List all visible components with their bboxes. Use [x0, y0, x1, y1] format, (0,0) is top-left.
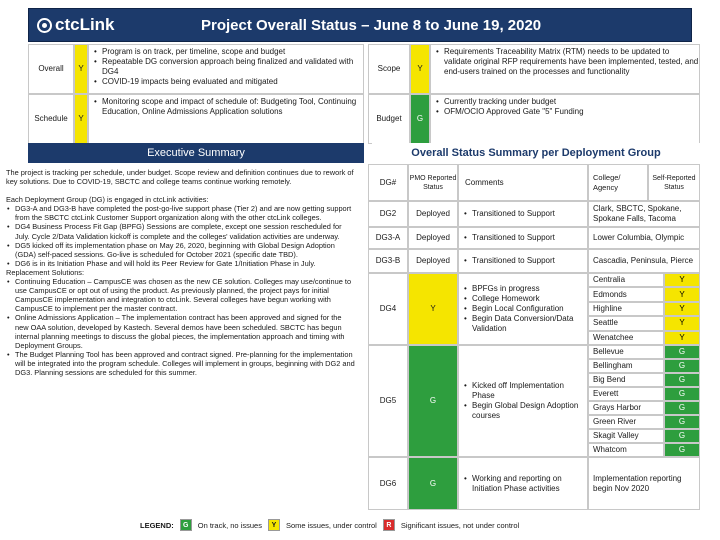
college-name: Green River	[588, 415, 664, 429]
logo-text: ctcLink	[55, 15, 115, 34]
budget-status: G	[410, 94, 430, 144]
schedule-status: Y	[74, 94, 88, 144]
dg4-comment: • • BPFGs in progress	[463, 284, 587, 294]
college-name: Highline	[588, 302, 664, 316]
dg4-comments	[458, 273, 588, 345]
page-title: Project Overall Status – June 8 to June 19, 2020	[201, 17, 542, 34]
legend	[140, 514, 519, 536]
dg3a-status: Deployed	[408, 227, 458, 249]
schedule-comments	[88, 94, 364, 144]
dg6-status: G	[408, 457, 458, 510]
legend-yellow-swatch: Y	[268, 519, 280, 531]
college-status: G	[664, 345, 700, 359]
college-status: G	[664, 373, 700, 387]
dg-item: • DG5 kicked off its implementation phase on May 26, 2020, beginning with Global Design Adoption (GDA) self-paced sessions. Go-live is scheduled for October 2021 (specific date TBD).	[6, 241, 356, 259]
dg5-comment: • • Kicked off Implementation Phase	[463, 381, 587, 401]
dg6-id: DG6	[368, 457, 408, 510]
overall-bullet: • • Repeatable DG conversion approach being finalized and validated with DG4	[93, 57, 363, 77]
title-banner	[28, 8, 692, 42]
ctclink-logo	[37, 15, 115, 35]
college-status: G	[664, 359, 700, 373]
legend-red-text: Significant issues, not under control	[400, 520, 520, 530]
college-status: Y	[664, 331, 700, 345]
budget-bullet: • • OFM/OCIO Approved Gate "5" Funding	[435, 107, 584, 117]
college-status: G	[664, 443, 700, 457]
college-status: Y	[664, 302, 700, 316]
col-self-status: Self-Reported Status	[648, 164, 700, 201]
dg2-comments	[458, 201, 588, 227]
dg4-id: DG4	[368, 273, 408, 345]
replacement-item: • Online Admissions Application – The implementation contract has been approved and signed for the new OAA solution, developed by Kastech. Several demos have been scheduled. SBCTC has begun internal planning meetings to discuss the global pieces, the implementation approach and timing with Deployment Groups.	[6, 313, 356, 349]
dg5-comment: • • Begin Global Design Adoption courses	[463, 401, 587, 421]
college-status: G	[664, 401, 700, 415]
college-name: Seattle	[588, 316, 664, 330]
scope-bullet: • • Requirements Traceability Matrix (RTM) needs to be updated to validate original RFP requirements have been implemented, tested, and end-users trained on the processes and functionality	[435, 47, 699, 77]
replacement-item: • Continuing Education – CampusCE was chosen as the new CE solution. Colleges may use/continue to use CampusCE or opt out of using the product. As previously planned, the project pays for initial CampusCE implementation and integration to ctcLink. Several colleges have begun working with CampusCE to implement per the master contract.	[6, 277, 356, 313]
overall-label: Overall	[28, 44, 74, 94]
legend-green-text: On track, no issues	[197, 520, 262, 530]
executive-summary-text	[4, 166, 358, 510]
college-status: Y	[664, 316, 700, 330]
college-status: Y	[664, 287, 700, 301]
budget-label: Budget	[368, 94, 410, 144]
dg3a-comments	[458, 227, 588, 249]
budget-comments	[430, 94, 700, 144]
college-status: Y	[664, 273, 700, 287]
college-name: Skagit Valley	[588, 429, 664, 443]
dg4-comment: • • Begin Data Conversion/Data Validation	[463, 314, 587, 334]
dg2-comment: • • Transitioned to Support	[463, 209, 555, 219]
dg5-comments	[458, 345, 588, 457]
dg2-status: Deployed	[408, 201, 458, 227]
college-name: Grays Harbor	[588, 401, 664, 415]
dg-intro: Each Deployment Group (DG) is engaged in ctcLink activities:	[6, 195, 209, 205]
college-name: Centralia	[588, 273, 664, 287]
legend-red-swatch: R	[383, 519, 395, 531]
legend-title: LEGEND:	[140, 520, 174, 530]
dg6-colleges: Implementation reporting begin Nov 2020	[588, 457, 700, 510]
dg-item: • DG6 is in its Initiation Phase and will hold its Peer Review for Gate 1/Initiation Phase in July.	[6, 259, 356, 268]
dg4-comment: • • Begin Local Configuration	[463, 304, 587, 314]
col-college: College/ Agency	[588, 164, 648, 201]
dg-item: • DG4 Business Process Fit Gap (BPFG) Sessions are complete, except one session rescheduled for July. Cycle 2/Data Validation kickoff is complete and the colleges' validation activities are underway.	[6, 222, 356, 240]
logo-icon	[37, 18, 52, 33]
overall-status: Y	[74, 44, 88, 94]
deployment-heading: Overall Status Summary per Deployment Group	[372, 143, 700, 163]
college-name: Wenatchee	[588, 331, 664, 345]
college-status: G	[664, 429, 700, 443]
dg3b-id: DG3-B	[368, 249, 408, 273]
dg5-status: G	[408, 345, 458, 457]
dg6-comments	[458, 457, 588, 510]
dg4-comment: • • College Homework	[463, 294, 587, 304]
dg3b-comment: • • Transitioned to Support	[463, 256, 555, 266]
executive-summary-heading: Executive Summary	[28, 143, 364, 163]
col-comments: Comments	[458, 164, 588, 201]
schedule-label: Schedule	[28, 94, 74, 144]
legend-green-swatch: G	[180, 519, 192, 531]
college-name: Whatcom	[588, 443, 664, 457]
schedule-bullet: • • Monitoring scope and impact of schedule of: Budgeting Tool, Continuing Education, Online Admissions Application solutions	[93, 97, 363, 117]
overall-bullet: • • Program is on track, per timeline, scope and budget	[93, 47, 363, 57]
dg3b-status: Deployed	[408, 249, 458, 273]
dg3b-comments	[458, 249, 588, 273]
dg3b-colleges: Cascadia, Peninsula, Pierce	[588, 249, 700, 273]
dg4-status: Y	[408, 273, 458, 345]
dg-item: • DG3-A and DG3-B have completed the post-go-live support phase (Tier 2) and are now getting support from the SBCTC ctcLink Customer Support organization along with the other ctcLink colleges.	[6, 204, 356, 222]
scope-status: Y	[410, 44, 430, 94]
summary-intro: The project is tracking per schedule, under budget. Scope review and definition continues due to rework of key solutions. Due to COVID-19, SBCTC and college teams continue working remotely.	[6, 168, 354, 187]
college-name: Edmonds	[588, 287, 664, 301]
college-status: G	[664, 415, 700, 429]
budget-bullet: • • Currently tracking under budget	[435, 97, 584, 107]
dg3a-colleges: Lower Columbia, Olympic	[588, 227, 700, 249]
overall-bullet: • • COVID-19 impacts being evaluated and mitigated	[93, 77, 363, 87]
college-status: G	[664, 387, 700, 401]
dg2-id: DG2	[368, 201, 408, 227]
overall-comments	[88, 44, 364, 94]
dg2-colleges: Clark, SBCTC, Spokane, Spokane Falls, Tacoma	[588, 201, 700, 227]
college-name: Big Bend	[588, 373, 664, 387]
legend-yellow-text: Some issues, under control	[285, 520, 377, 530]
dg5-id: DG5	[368, 345, 408, 457]
col-dg: DG#	[368, 164, 408, 201]
scope-label: Scope	[368, 44, 410, 94]
col-pmo: PMO Reported Status	[408, 164, 458, 201]
replacement-item: • The Budget Planning Tool has been approved and contract signed. Pre-planning for the implementation will be integrated into the program schedule. Colleges will implement in groups, beginning with DG2 and DG3. Planning sessions are scheduled for this summer.	[6, 350, 356, 377]
dg3a-comment: • • Transitioned to Support	[463, 233, 555, 243]
dg6-comment: • • Working and reporting on Initiation Phase activities	[463, 474, 587, 494]
replacement-title: Replacement Solutions:	[6, 267, 85, 277]
college-name: Everett	[588, 387, 664, 401]
college-name: Bellingham	[588, 359, 664, 373]
scope-comments	[430, 44, 700, 94]
dg3a-id: DG3-A	[368, 227, 408, 249]
college-name: Bellevue	[588, 345, 664, 359]
